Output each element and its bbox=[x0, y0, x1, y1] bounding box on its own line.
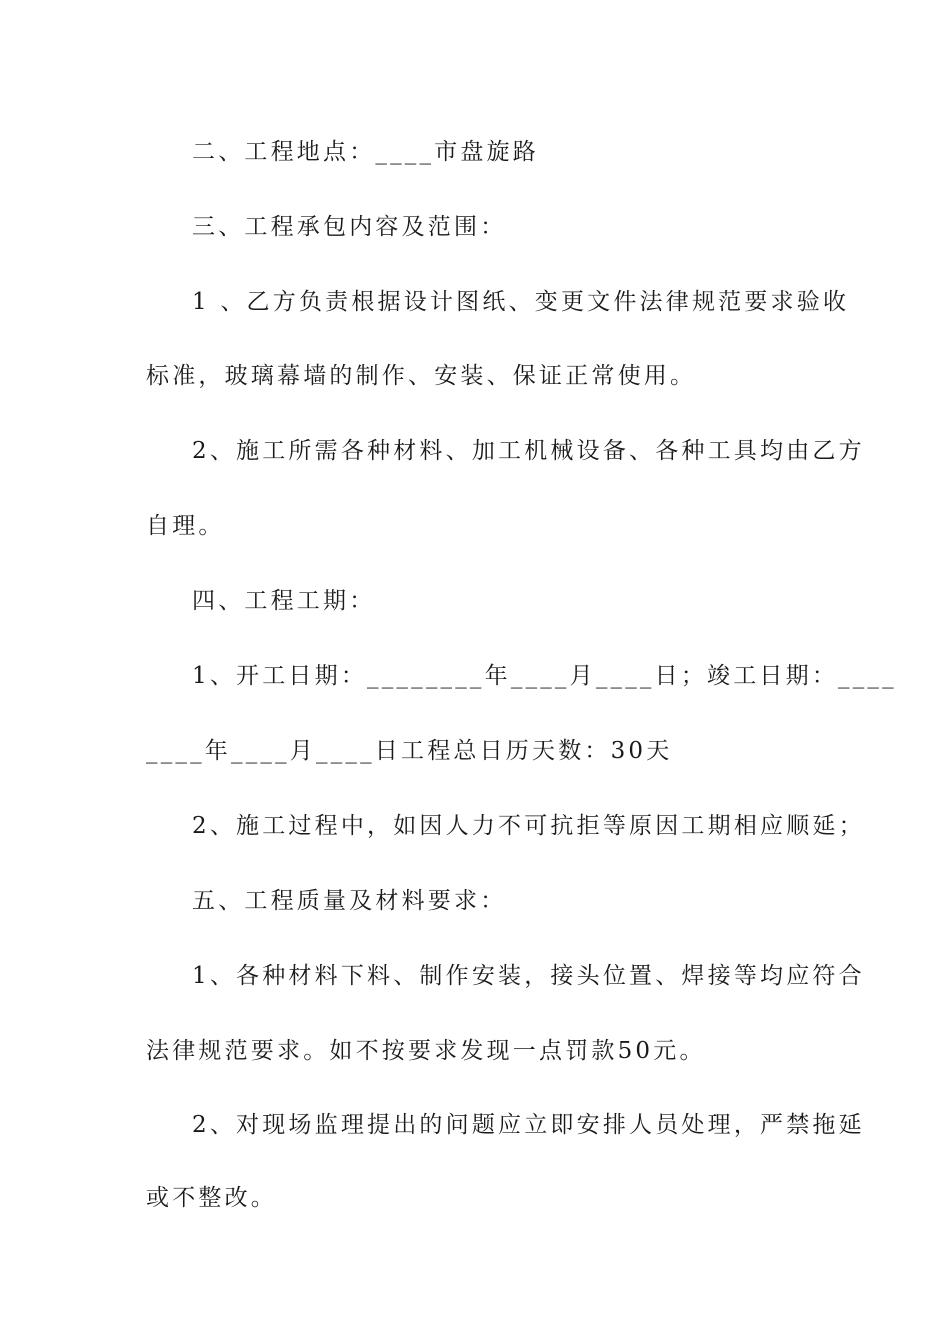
section-3-item-2-line-1: 2、施工所需各种材料、加工机械设备、各种工具均由乙方 bbox=[192, 438, 865, 464]
section-3-item-1-line-1: 1 、乙方负责根据设计图纸、变更文件法律规范要求验收 bbox=[192, 289, 850, 315]
section-5-heading: 五、工程质量及材料要求： bbox=[192, 888, 507, 914]
section-4-heading: 四、工程工期： bbox=[192, 588, 376, 614]
section-4-item-2: 2、施工过程中，如因人力不可抗拒等原因工期相应顺延； bbox=[192, 813, 865, 839]
section-3-item-2-line-2: 自理。 bbox=[146, 513, 225, 539]
section-5-item-2-line-1: 2、对现场监理提出的问题应立即安排人员处理，严禁拖延 bbox=[192, 1112, 865, 1138]
document-page bbox=[146, 0, 897, 1344]
section-2-location: 二、工程地点：____市盘旋路 bbox=[192, 139, 539, 165]
section-4-item-1-line-2: ____年____月____日工程总日历天数：30天 bbox=[146, 738, 673, 764]
section-5-item-1-line-1: 1、各种材料下料、制作安装，接头位置、焊接等均应符合 bbox=[192, 963, 865, 989]
section-5-item-1-line-2: 法律规范要求。如不按要求发现一点罚款50元。 bbox=[146, 1038, 706, 1064]
section-4-item-1-line-1: 1、开工日期：________年____月____日；竣工日期：____ bbox=[192, 663, 897, 689]
section-3-heading: 三、工程承包内容及范围： bbox=[192, 214, 507, 240]
section-5-item-2-line-2: 或不整改。 bbox=[146, 1185, 277, 1211]
section-3-item-1-line-2: 标准，玻璃幕墙的制作、安装、保证正常使用。 bbox=[146, 363, 697, 389]
